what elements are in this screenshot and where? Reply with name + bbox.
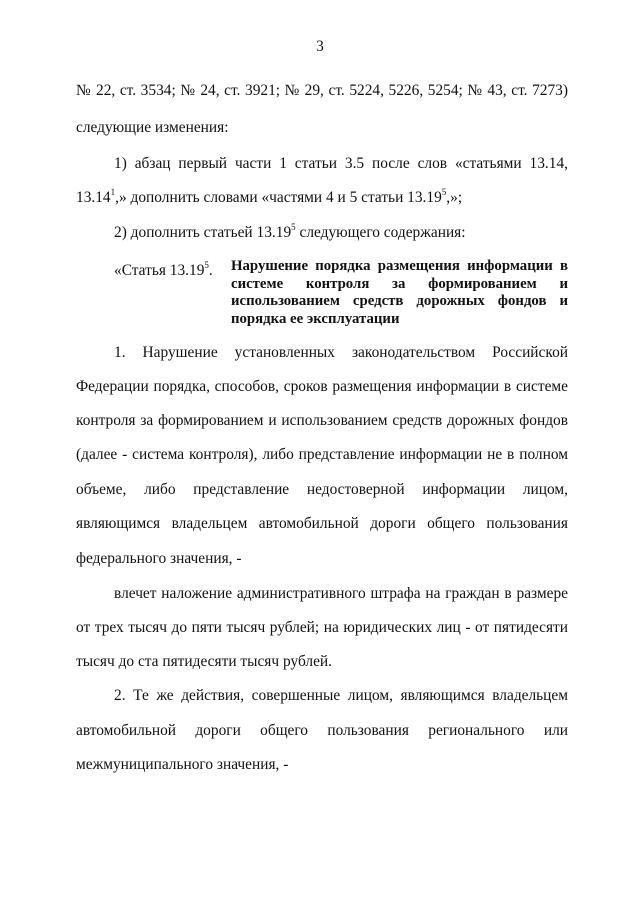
text-line: 1. Нарушение установленных законодательством Российской — [114, 344, 568, 361]
text-line: 1) абзац первый части 1 статьи 3.5 после слов «статьями 13.14, — [114, 155, 568, 172]
text-line: Федерации порядка, способов, сроков размещения информации в системе — [76, 378, 568, 395]
text-fragment: ,»; — [446, 189, 463, 206]
text-line — [76, 186, 568, 207]
text-line: от трех тысяч до пяти тысяч рублей; на юридических лиц - от пятидесяти — [76, 619, 568, 636]
text-line: (далее - система контроля), либо представление информации не в полном — [76, 446, 568, 463]
text-line: федерального значения, - — [76, 550, 242, 567]
superscript: 5 — [204, 259, 209, 270]
article-title: Нарушение порядка размещения информации в системе контроля за формированием и использованием средств дорожных фондов и порядка ее эксплуатации — [231, 258, 568, 327]
text-fragment: «Статья 13.19 — [114, 262, 205, 279]
page-number: 3 — [316, 38, 324, 55]
text-fragment: 13.14 — [76, 189, 111, 206]
superscript: 1 — [110, 186, 116, 197]
text-line: влечет наложение административного штрафа на граждан в размере — [114, 585, 568, 602]
superscript: 5 — [441, 186, 447, 197]
text-fragment: 2) дополнить статьей 13.19 — [114, 224, 292, 241]
text-line: являющимся владельцем автомобильной дороги общего пользования — [76, 515, 568, 532]
text-line: № 22, ст. 3534; № 24, ст. 3921; № 29, ст. 5224, 5226, 5254; № 43, ст. 7273) — [76, 82, 568, 99]
article-label — [114, 259, 213, 280]
text-line: 2. Те же действия, совершенные лицом, являющимся владельцем — [114, 687, 568, 704]
text-line: автомобильной дороги общего пользования регионального или — [76, 722, 568, 739]
text-fragment: . — [208, 262, 213, 279]
text-line: контроля за формированием и использованием средств дорожных фондов — [76, 412, 568, 429]
text-line: следующие изменения: — [76, 119, 229, 136]
text-line — [114, 221, 568, 242]
superscript: 5 — [291, 221, 296, 232]
text-line: тысяч до ста пятидесяти тысяч рублей. — [76, 653, 332, 670]
text-fragment: следующего содержания: — [295, 224, 466, 241]
text-line: объеме, либо представление недостоверной информации лицом, — [76, 481, 568, 498]
text-fragment: ,» дополнить словами «частями 4 и 5 статьи 13.19 — [115, 189, 442, 206]
text-line: межмуниципального значения, - — [76, 756, 289, 773]
